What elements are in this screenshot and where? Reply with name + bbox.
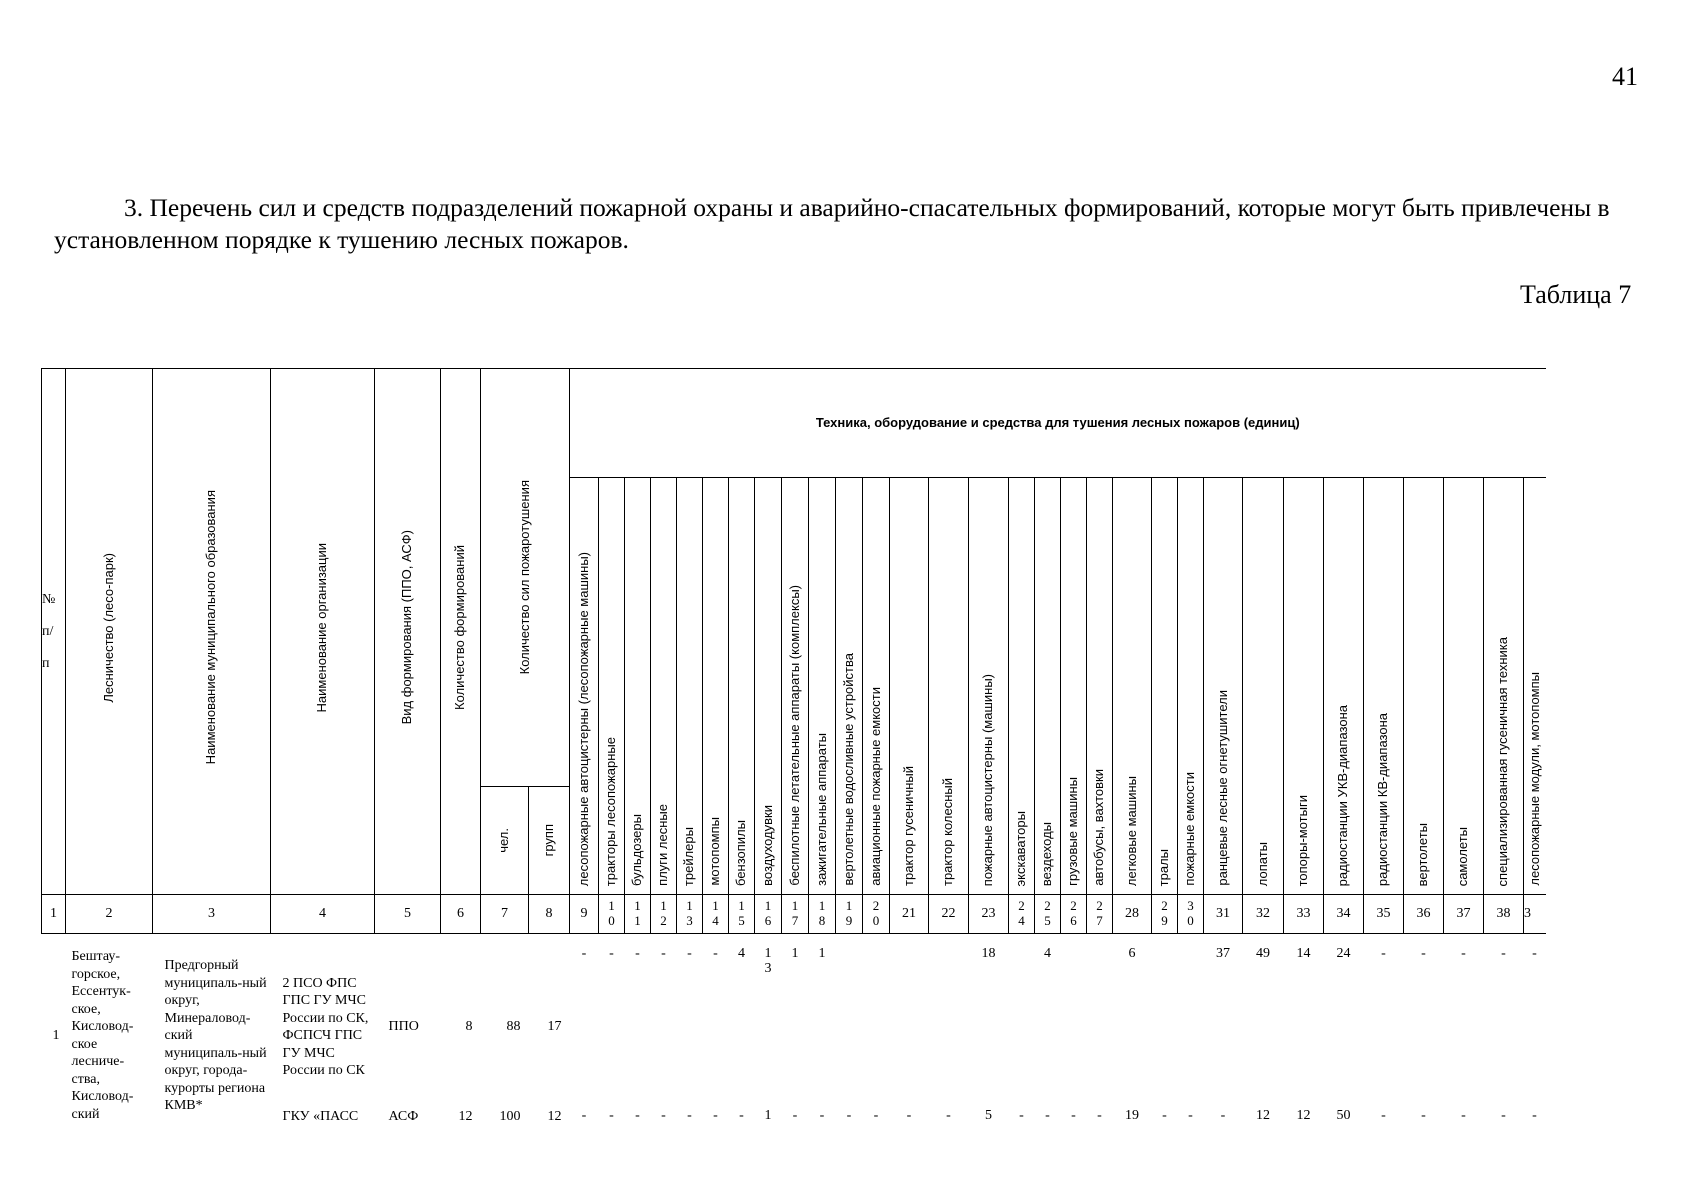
row-value: - xyxy=(581,946,587,961)
header-equipment-col-text: экскаваторы xyxy=(1013,810,1029,886)
column-number-row xyxy=(42,895,1546,934)
header-equipment-col xyxy=(1009,478,1035,895)
header-equipment-text: Техника, оборудование и средства для тушения лесных пожаров (единиц) xyxy=(815,415,1300,430)
header-forces-text: Количество сил пожаротушения xyxy=(516,480,532,675)
header-equipment-col-text: вертолеты xyxy=(1415,822,1431,886)
header-equipment-col xyxy=(651,478,677,895)
header-equipment-col-text: пожарные емкости xyxy=(1182,772,1198,886)
header-equipment-col xyxy=(1444,478,1484,895)
row-municipality: Предгорный муниципаль-ный округ, Минераловод-ский муниципаль-ный округ, города-курорты региона КМВ* xyxy=(164,958,267,1113)
row-value xyxy=(1087,946,1113,1108)
header-equipment-col xyxy=(1243,478,1284,895)
row-value: - xyxy=(1421,946,1426,961)
row-value: - xyxy=(1188,1108,1193,1123)
column-number: 7 xyxy=(481,895,529,934)
header-equipment-col xyxy=(729,478,755,895)
header-people xyxy=(481,786,529,894)
column-number: 5 xyxy=(375,895,441,934)
column-number-text: 13 xyxy=(686,898,693,928)
row-value xyxy=(929,946,969,1108)
row-value: - xyxy=(581,1108,587,1123)
row-organization: ГКУ «ПАСС xyxy=(282,1109,359,1124)
forces-table xyxy=(41,368,1546,1126)
column-number xyxy=(755,895,782,934)
row-formation-count: 8 xyxy=(465,1019,473,1034)
header-equipment-col-text: радиостанции КВ-диапазона xyxy=(1375,712,1391,886)
header-equipment-col xyxy=(1404,478,1444,895)
header-formation-type-text: Вид формирования (ППО, АСФ) xyxy=(399,530,415,725)
table-label: Таблица 7 xyxy=(1520,280,1632,309)
row-formation-count: 12 xyxy=(458,1108,473,1124)
row-value: 24 xyxy=(1336,946,1351,961)
row-value: - xyxy=(687,1108,692,1123)
column-number: 38 xyxy=(1484,895,1524,934)
header-equipment-col-text: тралы xyxy=(1156,848,1172,886)
header-equipment-col xyxy=(1284,478,1324,895)
row-value xyxy=(836,946,863,1108)
column-number: 6 xyxy=(441,895,481,934)
header-equipment-col xyxy=(863,478,890,895)
column-number: 4 xyxy=(271,895,375,934)
column-number xyxy=(703,895,729,934)
header-equipment-col-text: вертолетные водосливные устройства xyxy=(840,653,856,886)
column-number-text: 12 xyxy=(660,898,667,928)
row-value xyxy=(1009,946,1035,1108)
column-number-text: 29 xyxy=(1161,898,1168,928)
column-number xyxy=(651,895,677,934)
row-people: 100 xyxy=(499,1108,521,1124)
column-number: 9 xyxy=(570,895,599,934)
row-value: - xyxy=(1162,1108,1167,1123)
row-value xyxy=(1178,946,1204,1108)
row-value: - xyxy=(687,946,692,961)
column-number xyxy=(1152,895,1178,934)
column-number: 22 xyxy=(929,895,969,934)
header-equipment-col-text: ранцевые лесные огнетушители xyxy=(1214,690,1230,886)
header-equipment-col-text: грузовые машины xyxy=(1065,777,1081,886)
header-equipment-col xyxy=(1364,478,1404,895)
column-number xyxy=(809,895,836,934)
row-value: 50 xyxy=(1336,1108,1351,1123)
header-equipment-col xyxy=(809,478,836,895)
column-number-text: 27 xyxy=(1096,898,1103,928)
header-equipment-col xyxy=(1113,478,1152,895)
column-number-text: 16 xyxy=(764,898,772,928)
row-groups: 12 xyxy=(547,1108,562,1124)
header-equipment-col-text: воздуходувки xyxy=(759,805,775,886)
header-row-top xyxy=(42,369,1546,478)
row-value: 49 xyxy=(1256,946,1270,961)
column-number-text: 18 xyxy=(818,898,826,928)
column-number xyxy=(782,895,809,934)
header-formation-count-text: Количество формирований xyxy=(452,545,468,710)
header-equipment-col-text: трейлеры xyxy=(681,826,697,886)
row-value: 18 xyxy=(981,946,996,961)
section-heading-text: 3. Перечень сил и средств подразделений пожарной охраны и аварийно-спасательных формирований, которые могут быть привлечены в установленном порядке к тушению лесных пожаров. xyxy=(54,193,1610,254)
section-heading xyxy=(54,192,1646,256)
row-value: - xyxy=(609,946,614,961)
row-value: - xyxy=(635,946,640,961)
row-value: - xyxy=(1532,946,1537,961)
header-equipment-col-text: топоры-мотыги xyxy=(1295,794,1311,886)
header-organization-text: Наименование организации xyxy=(314,542,330,713)
header-equipment-col xyxy=(677,478,703,895)
header-equipment-col-text: плуги лесные xyxy=(655,804,671,886)
header-equipment-col xyxy=(1087,478,1113,895)
column-number xyxy=(1087,895,1113,934)
column-number-text: 30 xyxy=(1187,898,1194,928)
header-groups xyxy=(529,786,570,894)
header-people-text: чел. xyxy=(496,828,512,853)
column-number: 23 xyxy=(969,895,1009,934)
header-equipment-col xyxy=(836,478,863,895)
header-equipment-col xyxy=(625,478,651,895)
row-value: 1 xyxy=(764,1108,772,1123)
header-num-text: № п/ п xyxy=(42,591,56,671)
column-number-text: 19 xyxy=(845,898,853,928)
row-value: 19 xyxy=(1125,1108,1139,1123)
header-equipment-col xyxy=(1035,478,1061,895)
header-organization xyxy=(271,369,375,895)
row-num: 1 xyxy=(52,1027,60,1043)
header-equipment-col xyxy=(755,478,782,895)
header-groups-text: групп xyxy=(540,824,556,857)
row-value: 4 xyxy=(738,946,745,961)
row-value: 12 xyxy=(1256,1108,1270,1123)
row-value: - xyxy=(1071,1108,1076,1123)
header-equipment-col-text: тракторы лесопожарные xyxy=(603,736,619,886)
row-value: - xyxy=(1532,1108,1537,1123)
column-number: 32 xyxy=(1243,895,1284,934)
column-number xyxy=(1035,895,1061,934)
header-forestry xyxy=(66,369,153,895)
row-value: 5 xyxy=(985,1108,992,1123)
header-forces xyxy=(481,369,570,787)
header-equipment-col xyxy=(890,478,929,895)
row-value: - xyxy=(819,1108,825,1123)
header-formation-count xyxy=(441,369,481,895)
header-equipment-col xyxy=(929,478,969,895)
header-equipment-col-text: легковые машины xyxy=(1123,775,1139,886)
header-equipment-col xyxy=(570,478,599,895)
row-value xyxy=(1152,946,1178,1108)
header-formation-type xyxy=(375,369,441,895)
row-value xyxy=(1061,946,1087,1108)
header-equipment-col xyxy=(1204,478,1243,895)
header-equipment-col-text: бульдозеры xyxy=(629,813,645,886)
row-value: 37 xyxy=(1216,946,1230,961)
header-equipment-col-text: мотопомпы xyxy=(707,817,723,886)
header-equipment-col-text: радиостанции УКВ-диапазона xyxy=(1335,704,1351,886)
column-number: 31 xyxy=(1204,895,1243,934)
row-value: - xyxy=(661,946,666,961)
row-organization: 2 ПСО ФПС ГПС ГУ МЧС России по СК, ФСПСЧ ГПС ГУ МЧС России по СК xyxy=(282,975,369,1078)
column-number: 35 xyxy=(1364,895,1404,934)
row-value: 6 xyxy=(1128,946,1136,961)
row-value: - xyxy=(609,1108,614,1123)
column-number: 34 xyxy=(1324,895,1364,934)
header-equipment-col-text: зажигательные аппараты xyxy=(813,733,829,886)
row-value: - xyxy=(1019,1108,1024,1123)
header-equipment-col xyxy=(1061,478,1087,895)
row-value: - xyxy=(1381,946,1386,961)
column-number-text: 15 xyxy=(738,898,745,928)
header-equipment-col xyxy=(1152,478,1178,895)
header-equipment-col xyxy=(1178,478,1204,895)
row-value: - xyxy=(713,1108,718,1123)
header-equipment-col xyxy=(969,478,1009,895)
header-equipment-col-text: беспилотные летательные аппараты (комплексы) xyxy=(786,585,802,886)
row-value: 4 xyxy=(1044,946,1051,961)
column-number: 1 xyxy=(42,895,66,934)
column-number: 33 xyxy=(1284,895,1324,934)
column-number: 3 xyxy=(153,895,271,934)
column-number: 3 xyxy=(1524,895,1546,934)
row-value: - xyxy=(635,1108,640,1123)
column-number: 36 xyxy=(1404,895,1444,934)
column-number xyxy=(729,895,755,934)
header-equipment-col xyxy=(1324,478,1364,895)
row-groups: 17 xyxy=(547,1019,562,1034)
row-value: - xyxy=(1501,1108,1506,1123)
row-value xyxy=(863,946,890,1108)
column-number xyxy=(836,895,863,934)
column-number-text: 11 xyxy=(634,898,641,928)
row-value: 12 xyxy=(1296,1108,1311,1123)
header-equipment-col-text: бензопилы xyxy=(733,820,749,886)
row-value: - xyxy=(846,1108,852,1123)
column-number xyxy=(1009,895,1035,934)
column-number: 37 xyxy=(1444,895,1484,934)
row-spacer xyxy=(42,934,1546,947)
row-formation-type: АСФ xyxy=(388,1109,419,1124)
row-value: - xyxy=(1461,946,1466,961)
row-value: - xyxy=(661,1108,666,1123)
column-number xyxy=(1178,895,1204,934)
column-number-text: 24 xyxy=(1018,898,1025,928)
header-equipment-col-text: самолеты xyxy=(1455,826,1471,886)
row-value: - xyxy=(713,946,718,961)
row-people: 88 xyxy=(506,1019,521,1034)
row-value: - xyxy=(739,1108,744,1123)
header-equipment-col-text: пожарные автоцистерны (машины) xyxy=(980,673,996,886)
column-number-text: 14 xyxy=(712,898,719,928)
row-value: - xyxy=(906,1108,912,1123)
row-value: 1 xyxy=(818,946,826,961)
header-equipment-col-text: вездеходы xyxy=(1039,821,1055,886)
header-municipality-text: Наименование муниципального образования xyxy=(203,490,219,765)
row-forestry: Бештау-горское, Ессентук-ское, Кисловод-ское лесниче-ства, Кисловод-ский xyxy=(71,949,134,1122)
header-equipment-col-text: трактор гусеничный xyxy=(900,766,916,886)
table-row xyxy=(42,946,1546,1108)
column-number: 21 xyxy=(890,895,929,934)
column-number xyxy=(677,895,703,934)
row-value: - xyxy=(1220,1108,1226,1123)
header-equipment xyxy=(570,369,1546,478)
row-value: - xyxy=(946,1108,951,1123)
header-num xyxy=(42,369,66,895)
column-number xyxy=(625,895,651,934)
row-value: - xyxy=(792,1108,798,1123)
column-number-text: 10 xyxy=(608,898,615,928)
header-equipment-col-text: специализированная гусеничная техника xyxy=(1495,636,1511,886)
row-value: 13 xyxy=(764,946,772,976)
row-value: - xyxy=(1461,1108,1466,1123)
column-number-text: 26 xyxy=(1070,898,1077,928)
header-municipality xyxy=(153,369,271,895)
header-equipment-col xyxy=(599,478,625,895)
column-number-text: 20 xyxy=(872,898,880,928)
header-equipment-col-text: трактор колесный xyxy=(940,777,956,886)
row-value: - xyxy=(1421,1108,1426,1123)
header-equipment-col xyxy=(703,478,729,895)
column-number xyxy=(599,895,625,934)
header-forestry-text: Лесничество (лесо-парк) xyxy=(100,552,116,703)
header-equipment-col-text: лесопожарные модули, мотопомпы xyxy=(1526,672,1542,886)
header-equipment-col xyxy=(1524,478,1546,895)
header-equipment-col-text: автобусы, вахтовки xyxy=(1091,769,1107,886)
header-equipment-col xyxy=(782,478,809,895)
column-number xyxy=(1061,895,1087,934)
column-number-text: 25 xyxy=(1044,898,1051,928)
row-value: - xyxy=(1381,1108,1386,1123)
header-equipment-col-text: авиационные пожарные емкости xyxy=(867,687,883,886)
header-equipment-col xyxy=(1484,478,1524,895)
row-value: 1 xyxy=(791,946,799,961)
column-number-text: 17 xyxy=(791,898,799,928)
row-formation-type: ППО xyxy=(388,1019,419,1035)
row-value: - xyxy=(1501,946,1506,961)
row-value: 14 xyxy=(1296,946,1311,961)
column-number: 28 xyxy=(1113,895,1152,934)
page-number: 41 xyxy=(1612,62,1638,91)
column-number: 2 xyxy=(66,895,153,934)
row-value: - xyxy=(1045,1108,1050,1123)
column-number xyxy=(863,895,890,934)
column-number: 8 xyxy=(529,895,570,934)
row-value xyxy=(890,946,929,1108)
row-value: - xyxy=(873,1108,879,1123)
row-value: - xyxy=(1097,1108,1102,1123)
header-equipment-col-text: лопаты xyxy=(1254,841,1270,886)
header-equipment-col-text: лесопожарные автоцистерны (лесопожарные машины) xyxy=(575,551,591,886)
